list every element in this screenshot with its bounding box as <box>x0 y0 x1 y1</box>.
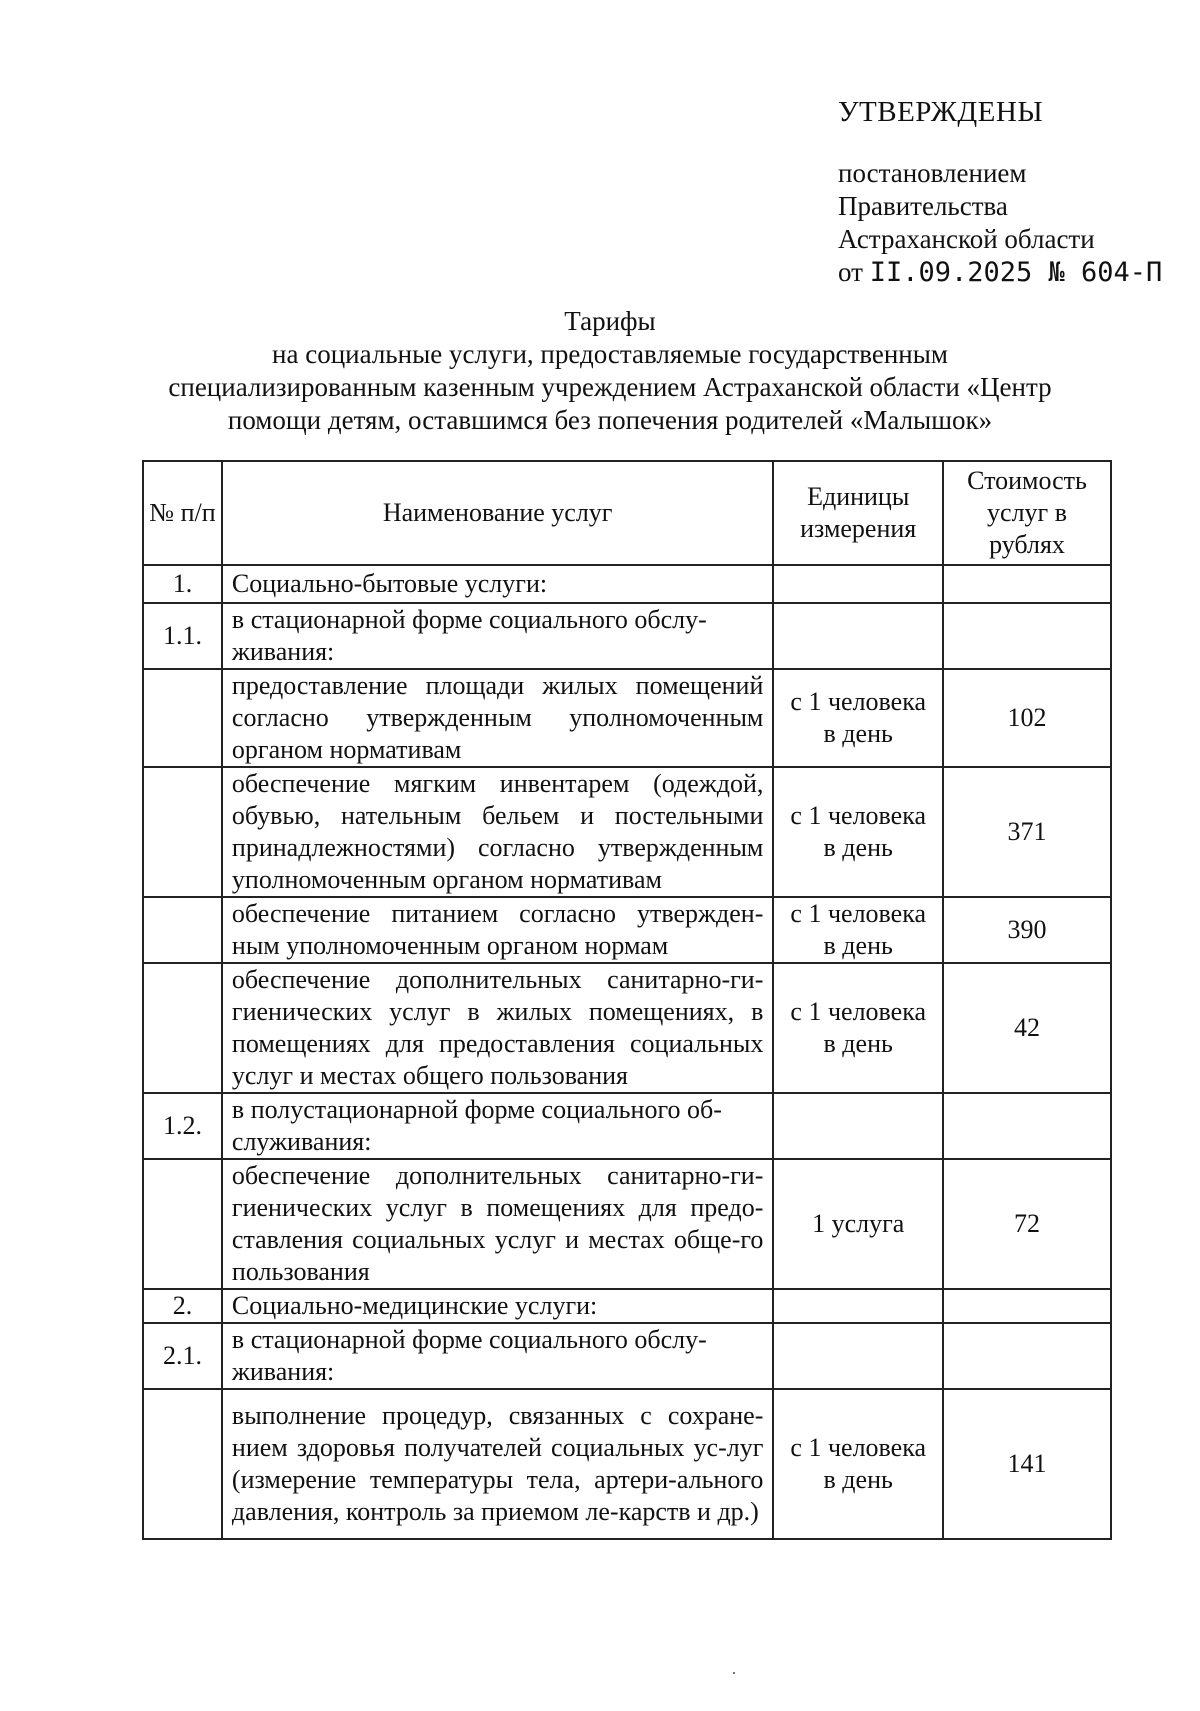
price-cell <box>943 1323 1111 1389</box>
header-name: Наименование услуг <box>222 461 773 565</box>
row-number-cell: 1. <box>143 565 222 603</box>
row-number-cell <box>143 897 222 963</box>
table-header-row <box>143 461 1111 565</box>
price-cell <box>943 603 1111 669</box>
table-row <box>143 603 1111 669</box>
price-cell: 141 <box>943 1389 1111 1539</box>
service-name-cell: в полустационарной форме социального об-служивания: <box>222 1093 773 1159</box>
approval-stamp-block <box>838 96 1162 289</box>
table-row <box>143 1159 1111 1289</box>
row-number-cell <box>143 669 222 767</box>
title-line-2: на социальные услуги, предоставляемые государственным <box>272 339 948 369</box>
tariffs-table <box>142 460 1112 1540</box>
price-cell: 390 <box>943 897 1111 963</box>
approval-heading: УТВЕРЖДЕНЫ <box>838 96 1044 128</box>
unit-cell <box>773 1093 943 1159</box>
service-name-cell: выполнение процедур, связанных с сохране-нием здоровья получателей социальных ус-луг (измерение температуры тела, артери-ального давления, контроль за приемом ле-карств и др.) <box>222 1389 773 1539</box>
table-row <box>143 1093 1111 1159</box>
price-cell <box>943 1093 1111 1159</box>
unit-cell <box>773 1323 943 1389</box>
title-line-3: специализированным казенным учреждением Астраханской области «Центр <box>168 372 1052 402</box>
price-cell: 72 <box>943 1159 1111 1289</box>
service-name-cell: обеспечение дополнительных санитарно-ги-гиенических услуг в помещениях для предо-ставления социальных услуг и местах обще-го пользования <box>222 1159 773 1289</box>
table-row <box>143 1389 1111 1539</box>
table-row <box>143 565 1111 603</box>
row-number-cell: 1.1. <box>143 603 222 669</box>
table-row <box>143 669 1111 767</box>
header-unit: Единицы измерения <box>773 461 943 565</box>
table-row <box>143 963 1111 1093</box>
row-number-cell: 1.2. <box>143 1093 222 1159</box>
table-row <box>143 767 1111 897</box>
service-name-cell: обеспечение питанием согласно утвержден-ным уполномоченным органом нормам <box>222 897 773 963</box>
unit-cell: с 1 человека в день <box>773 669 943 767</box>
approval-date-number: II.09.2025 № 604-П <box>869 257 1163 288</box>
price-cell: 371 <box>943 767 1111 897</box>
document-title <box>120 305 1100 437</box>
row-number-cell: 2.1. <box>143 1323 222 1389</box>
price-cell: 42 <box>943 963 1111 1093</box>
table-row <box>143 1289 1111 1323</box>
unit-cell <box>773 603 943 669</box>
title-line-4: помощи детям, оставшимся без попечения родителей «Малышок» <box>227 405 993 435</box>
unit-cell: с 1 человека в день <box>773 897 943 963</box>
service-name-cell: обеспечение дополнительных санитарно-ги-гиенических услуг в жилых помещениях, в помещениях для предоставления социальных услуг и местах общего пользования <box>222 963 773 1093</box>
service-name-cell: Социально-бытовые услуги: <box>222 565 773 603</box>
service-name-cell: предоставление площади жилых помещений согласно утвержденным уполномоченным органом нормативам <box>222 669 773 767</box>
price-cell <box>943 1289 1111 1323</box>
title-line-1: Тарифы <box>564 306 656 336</box>
service-name-cell: в стационарной форме социального обслу-живания: <box>222 1323 773 1389</box>
unit-cell: с 1 человека в день <box>773 767 943 897</box>
service-name-cell: обеспечение мягким инвентарем (одеждой, обувью, нательным бельем и постельными принадлежностями) согласно утвержденным уполномоченным органом нормативам <box>222 767 773 897</box>
service-name-cell: в стационарной форме социального обслу-живания: <box>222 603 773 669</box>
unit-cell <box>773 1289 943 1323</box>
approval-line-3: Астраханской области <box>838 224 1095 254</box>
scan-dot <box>733 1672 735 1674</box>
row-number-cell <box>143 1389 222 1539</box>
table-row <box>143 1323 1111 1389</box>
price-cell <box>943 565 1111 603</box>
approval-date-prefix: от <box>838 257 863 287</box>
unit-cell <box>773 565 943 603</box>
row-number-cell: 2. <box>143 1289 222 1323</box>
header-price: Стоимость услуг в рублях <box>943 461 1111 565</box>
table-row <box>143 897 1111 963</box>
approval-date-line <box>838 256 1162 289</box>
unit-cell: с 1 человека в день <box>773 963 943 1093</box>
service-name-cell: Социально-медицинские услуги: <box>222 1289 773 1323</box>
unit-cell: с 1 человека в день <box>773 1389 943 1539</box>
approval-line-1: постановлением <box>838 158 1027 188</box>
header-number: № п/п <box>143 461 222 565</box>
table-body <box>143 565 1111 1539</box>
row-number-cell <box>143 1159 222 1289</box>
row-number-cell <box>143 767 222 897</box>
row-number-cell <box>143 963 222 1093</box>
approval-line-2: Правительства <box>838 191 1008 221</box>
unit-cell: 1 услуга <box>773 1159 943 1289</box>
price-cell: 102 <box>943 669 1111 767</box>
